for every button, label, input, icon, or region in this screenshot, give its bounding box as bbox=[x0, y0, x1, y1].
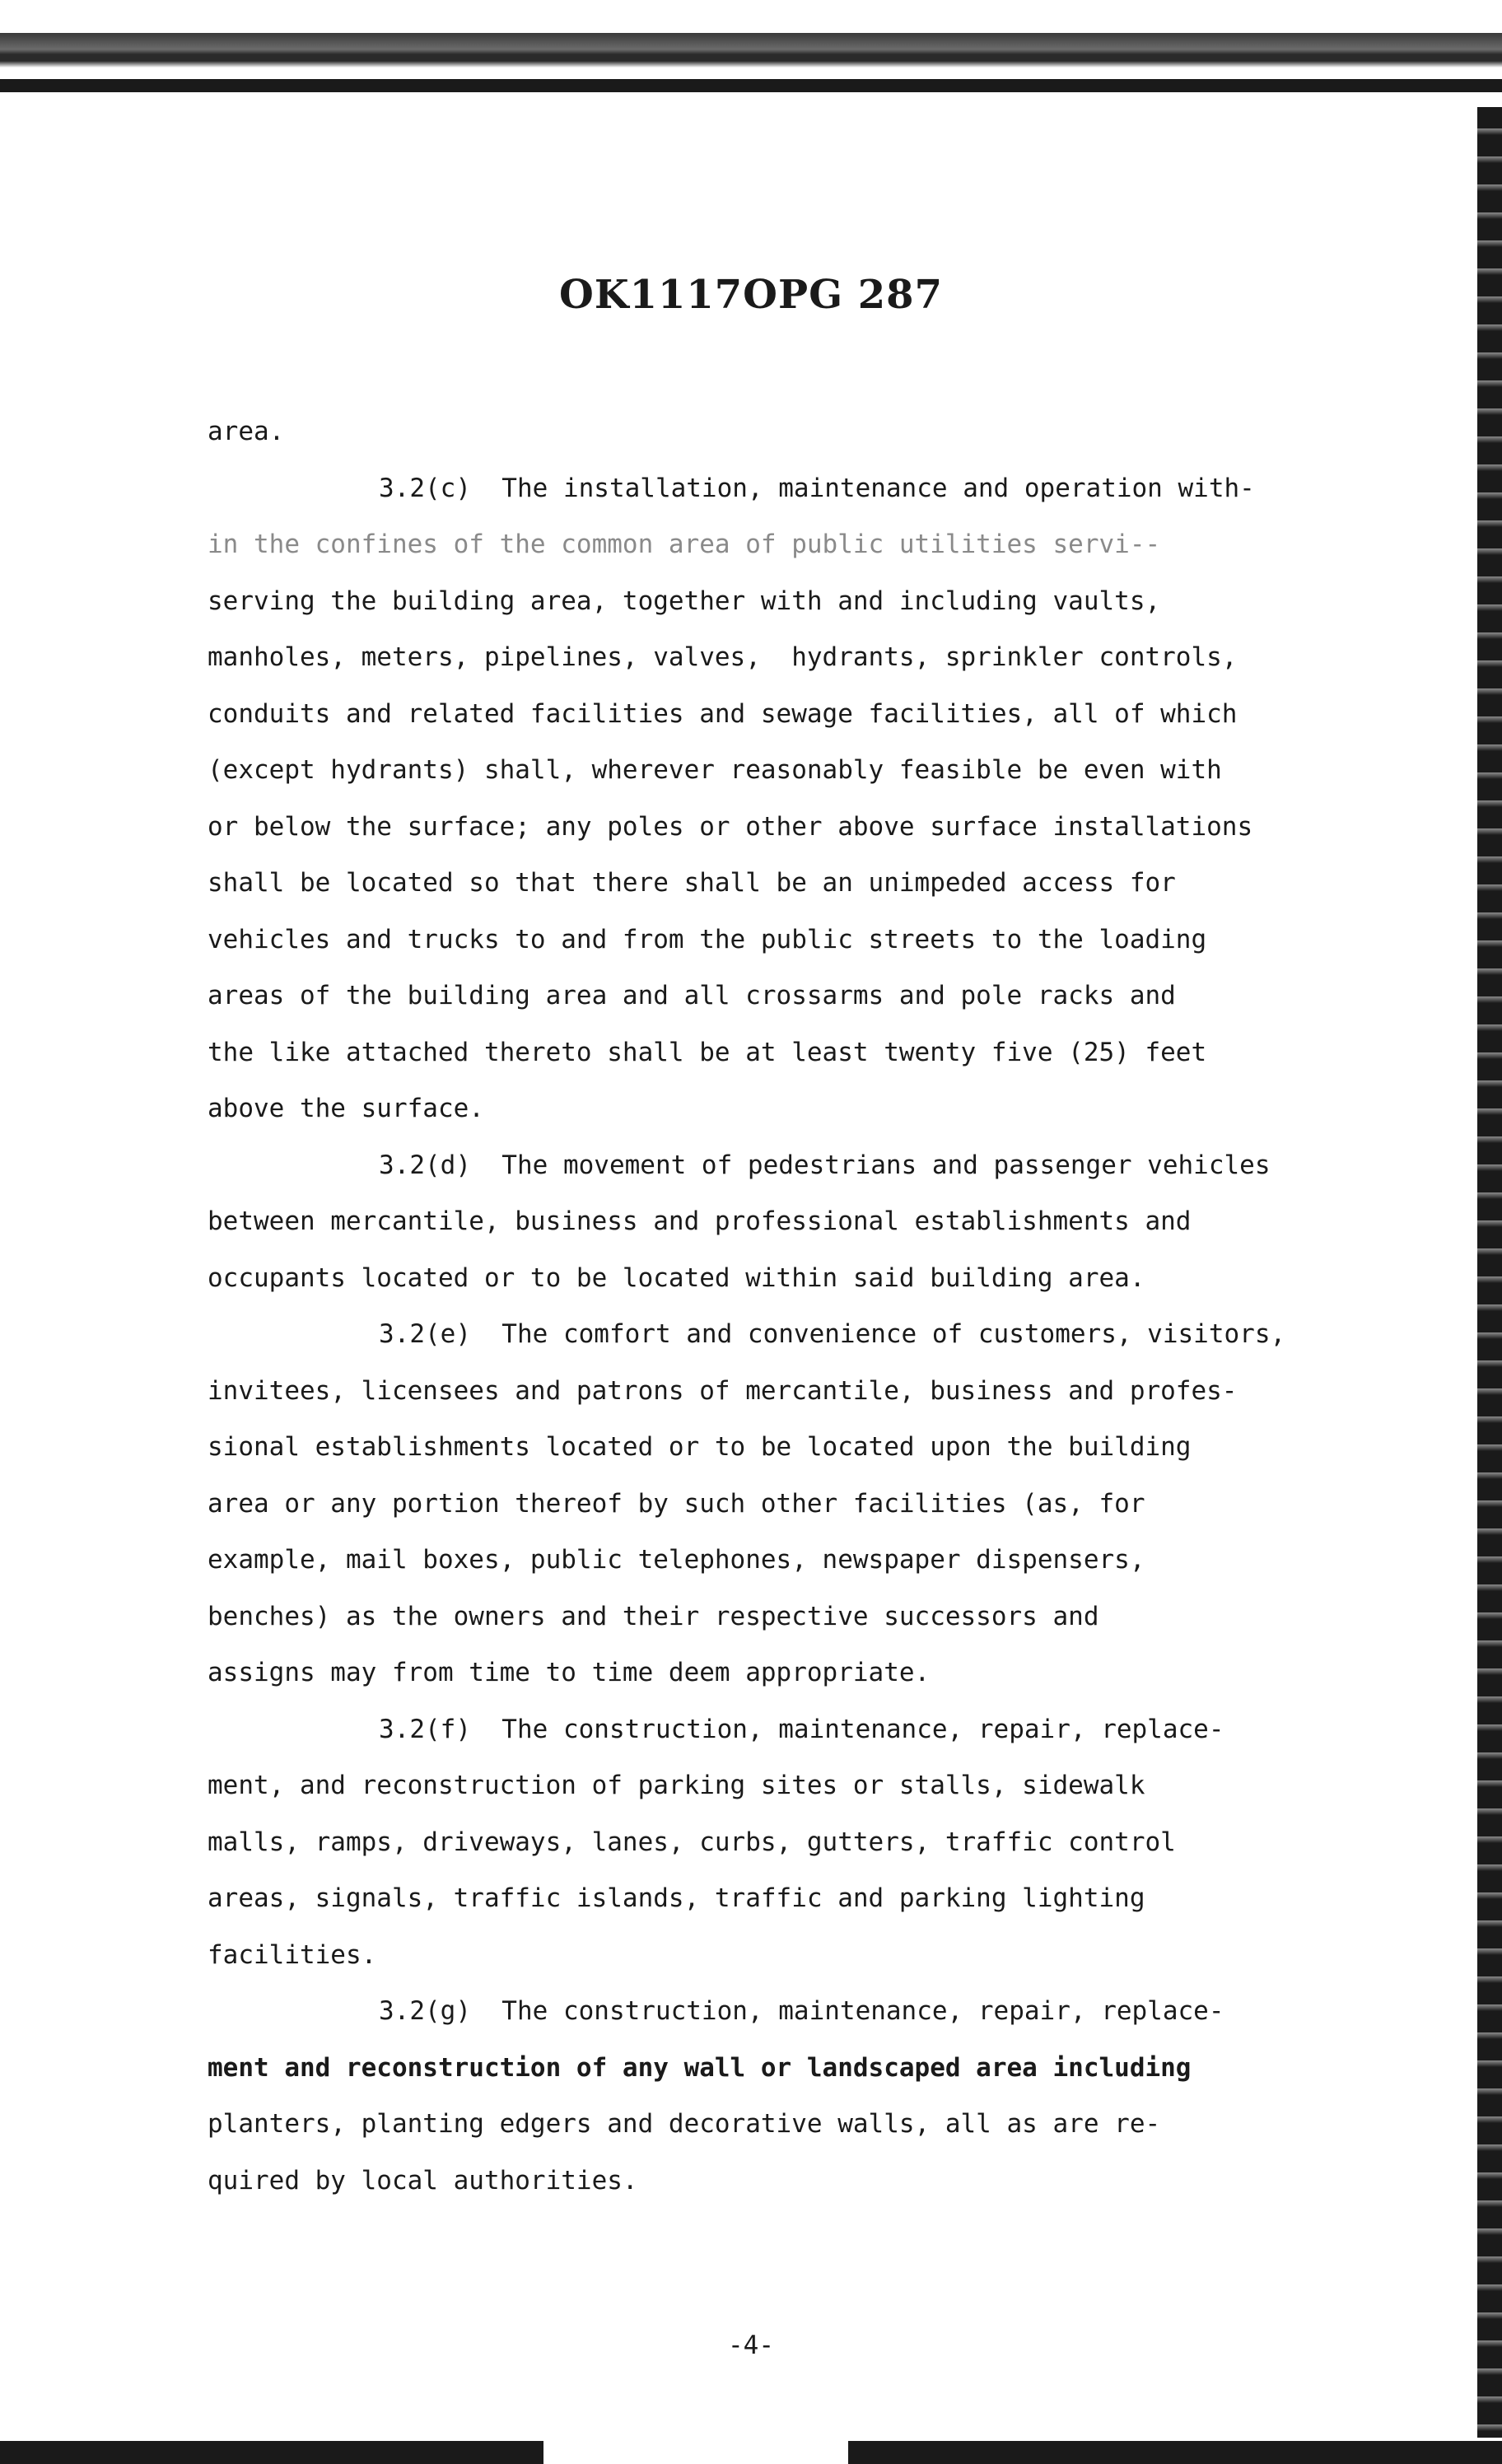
text-line: ment, and reconstruction of parking sites or stalls, sidewalk bbox=[208, 1771, 1145, 1800]
text-line: shall be located so that there shall be an unimpeded access for bbox=[208, 868, 1176, 898]
text-line: above the surface. bbox=[208, 1094, 484, 1123]
text-line: planters, planting edgers and decorative walls, all as are re- bbox=[208, 2109, 1161, 2139]
scan-border-bottom bbox=[0, 2441, 1502, 2464]
scan-border-top bbox=[0, 0, 1502, 97]
text-line: malls, ramps, driveways, lanes, curbs, gutters, traffic control bbox=[208, 1827, 1176, 1857]
scan-border-right bbox=[1477, 107, 1502, 2438]
document-body bbox=[208, 404, 1410, 2209]
text-line: quired by local authorities. bbox=[208, 2165, 638, 2196]
page-number: -4- bbox=[728, 2331, 774, 2360]
text-line: or below the surface; any poles or other above surface installations bbox=[208, 811, 1253, 842]
text-line: example, mail boxes, public telephones, newspaper dispensers, bbox=[208, 1545, 1145, 1575]
text-line: facilities. bbox=[208, 1939, 377, 1970]
text-line: area or any portion thereof by such other facilities (as, for bbox=[208, 1488, 1145, 1519]
text-line: 3.2(d) The movement of pedestrians and passenger vehicles bbox=[379, 1150, 1271, 1180]
text-line: 3.2(c) The installation, maintenance and operation with- bbox=[379, 473, 1255, 503]
text-line: conduits and related facilities and sewage facilities, all of which bbox=[208, 698, 1238, 729]
text-line: (except hydrants) shall, wherever reasonably feasible be even with bbox=[208, 755, 1222, 785]
text-line: invitees, licensees and patrons of mercantile, business and profes- bbox=[208, 1375, 1238, 1406]
text-line: 3.2(g) The construction, maintenance, repair, replace- bbox=[379, 1996, 1224, 2026]
text-line: ment and reconstruction of any wall or landscaped area including bbox=[208, 2052, 1192, 2083]
text-line: benches) as the owners and their respective successors and bbox=[208, 1601, 1099, 1631]
text-line: in the confines of the common area of public utilities servi-- bbox=[208, 530, 1161, 559]
text-line: assigns may from time to time deem appropriate. bbox=[208, 1658, 931, 1687]
text-line: between mercantile, business and professional establishments and bbox=[208, 1206, 1192, 1236]
text-line: sional establishments located or to be located upon the building bbox=[208, 1432, 1192, 1462]
text-line: areas of the building area and all crossarms and pole racks and bbox=[208, 981, 1176, 1010]
text-line: area. bbox=[208, 417, 285, 446]
book-page-stamp: OK1117OPG 287 bbox=[559, 272, 943, 318]
text-line: 3.2(e) The comfort and convenience of customers, visitors, bbox=[379, 1319, 1286, 1349]
text-line: serving the building area, together with and including vaults, bbox=[208, 586, 1161, 616]
text-line: 3.2(f) The construction, maintenance, repair, replace- bbox=[379, 1714, 1224, 1744]
text-line: occupants located or to be located within said building area. bbox=[208, 1262, 1145, 1293]
text-line: vehicles and trucks to and from the public streets to the loading bbox=[208, 924, 1207, 954]
text-line: the like attached thereto shall be at least twenty five (25) feet bbox=[208, 1037, 1207, 1067]
text-line: areas, signals, traffic islands, traffic and parking lighting bbox=[208, 1883, 1145, 1913]
text-line: manholes, meters, pipelines, valves, hydrants, sprinkler controls, bbox=[208, 642, 1238, 672]
